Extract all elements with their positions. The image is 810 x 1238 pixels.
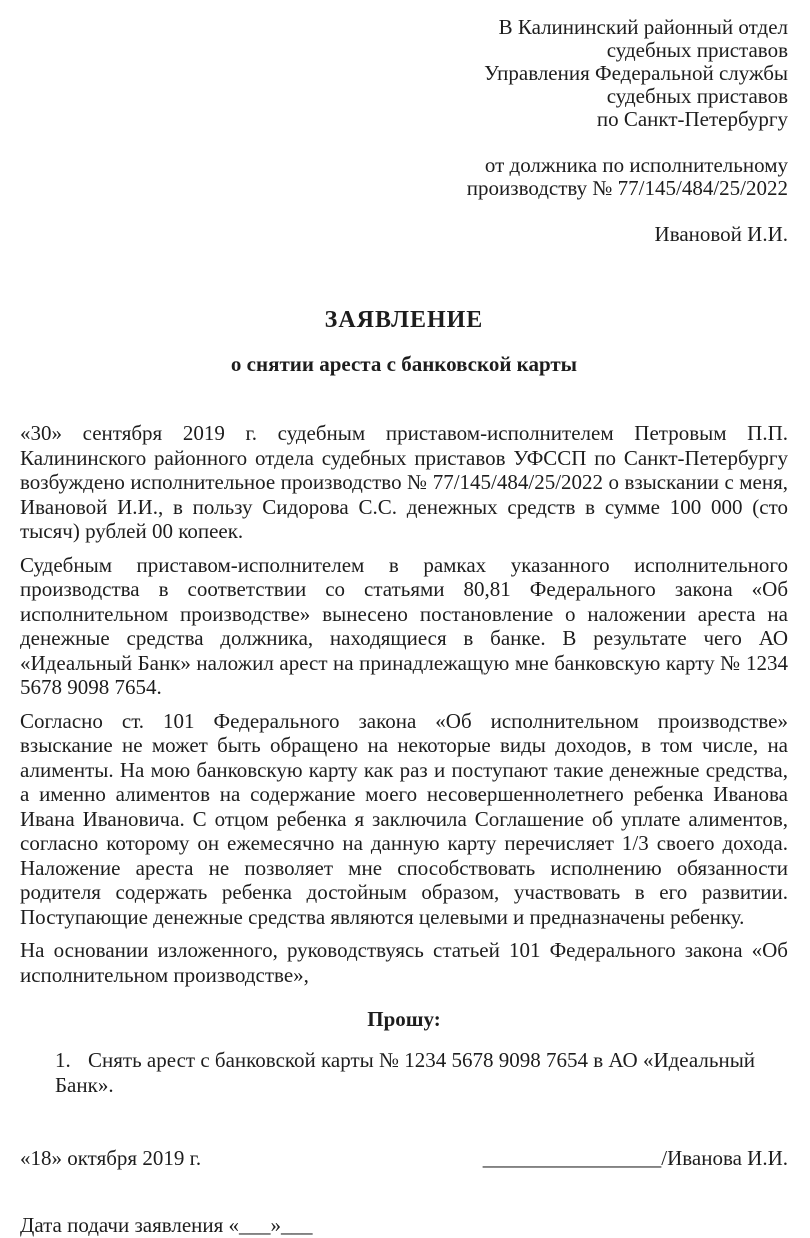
header-spacer xyxy=(20,200,788,223)
debtor-line: производству № 77/145/484/25/2022 xyxy=(466,176,788,200)
recipient-line: Управления Федеральной службы xyxy=(484,61,788,85)
recipient-line: судебных приставов xyxy=(606,38,788,62)
document-title: ЗАЯВЛЕНИЕ xyxy=(324,307,484,333)
request-item-text: Снять арест с банковской карты № 1234 5678 9098 7654 в АО «Идеальный Банк». xyxy=(55,1048,756,1097)
document-body xyxy=(20,421,788,987)
signature-name: /Иванова И.И. xyxy=(661,1146,788,1170)
document-header xyxy=(20,16,788,246)
request-item xyxy=(55,1048,788,1098)
debtor-line: от должника по исполнительному xyxy=(484,153,788,177)
recipient-line: по Санкт-Петербургу xyxy=(596,107,788,131)
filing-date-note: Дата подачи заявления «___»___ xyxy=(20,1213,313,1237)
recipient-line: В Калининский районный отдел xyxy=(498,15,788,39)
document-subtitle: о снятии ареста с банковской карты xyxy=(230,352,578,376)
signature-block xyxy=(483,1146,788,1171)
body-paragraph: На основании изложенного, руководствуясь статьей 101 Федерального закона «Об исполнительном производстве», xyxy=(20,938,788,987)
request-item-number: 1. xyxy=(55,1048,71,1072)
body-paragraph: Согласно ст. 101 Федерального закона «Об исполнительном производстве» взыскание не может быть обращено на некоторые виды доходов, в том числе, на алименты. На мою банковскую карту как раз и поступают такие денежные средства, а именно алиментов на содержание моего несовершеннолетнего ребенка Иванова Ивана Ивановича. С отцом ребенка я заключила Соглашение об уплате алиментов, согласно которому он ежемесячно на данную карту перечисляет 1/3 своего дохода. Наложение ареста не позволяет мне способствовать исполнению обязанности родителя содержать ребенка достойным образом, участвовать в его развитии. Поступающие денежные средства являются целевыми и предназначены ребенку. xyxy=(20,708,788,929)
signature-blank-line: _________________ xyxy=(482,1146,662,1170)
request-heading: Прошу: xyxy=(367,1007,441,1031)
signature-row xyxy=(20,1146,788,1171)
header-spacer xyxy=(20,131,788,154)
debtor-block xyxy=(20,154,788,200)
signature-date: «18» октября 2019 г. xyxy=(20,1146,202,1170)
recipient-block xyxy=(20,16,788,131)
applicant-name: Ивановой И.И. xyxy=(654,222,788,246)
recipient-line: судебных приставов xyxy=(606,84,788,108)
body-paragraph: Судебным приставом-исполнителем в рамках указанного исполнительного производства в соответствии со статьями 80,81 Федерального закона «Об исполнительном производстве» вынесено постановление о наложении ареста на денежные средства должника, находящиеся в банке. В результате чего АО «Идеальный Банк» наложил арест на принадлежащую мне банковскую карту № 1234 5678 9098 7654. xyxy=(20,552,788,699)
body-paragraph: «30» сентября 2019 г. судебным приставом-исполнителем Петровым П.П. Калининского районного отдела судебных приставов УФССП по Санкт-Петербургу возбуждено исполнительное производство № 77/145/484/25/2022 о взыскании с меня, Ивановой И.И., в пользу Сидорова С.С. денежных средств в сумме 100 000 (сто тысяч) рублей 00 копеек. xyxy=(20,421,788,543)
